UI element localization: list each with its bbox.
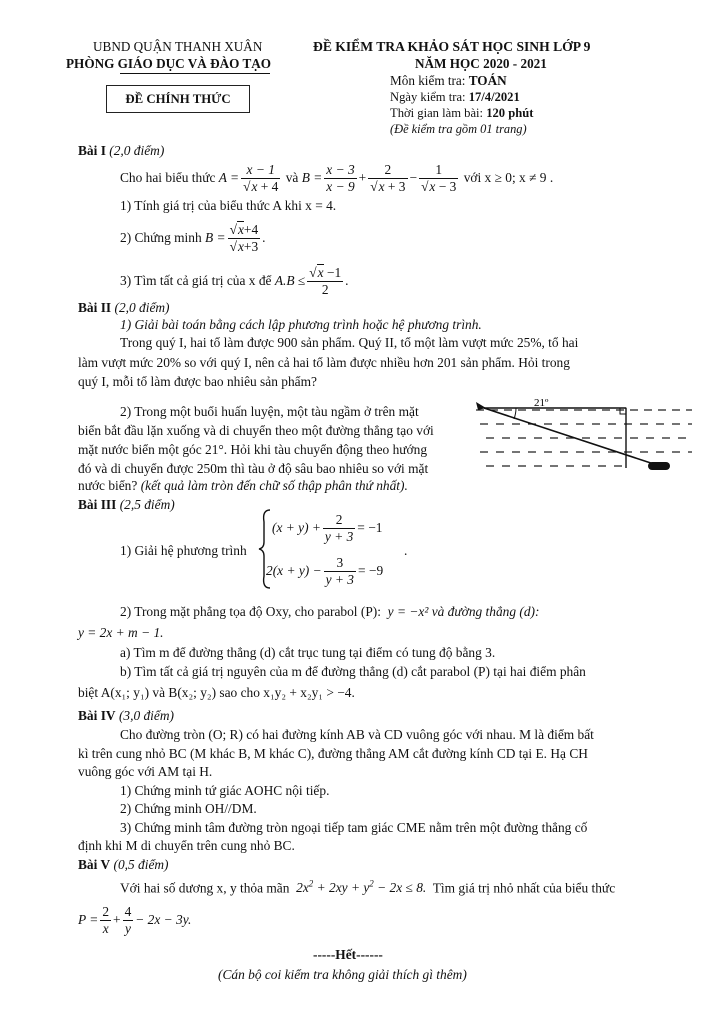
bai2-p2-l2: biển bắt đầu lặn xuống và di chuyển theo một đường thẳng tạo với bbox=[78, 423, 434, 438]
bai4-q3-l2: định khi M di chuyển trên cung nhỏ BC. bbox=[78, 838, 295, 853]
right-angle-mark bbox=[620, 408, 626, 414]
dive-path bbox=[484, 408, 666, 468]
bai2-p2-l3: mặt nước biển một góc 21°. Hỏi khi tàu chuyển động theo hướng bbox=[78, 442, 428, 457]
time-value: 120 phút bbox=[486, 106, 534, 120]
sea-waves bbox=[476, 410, 692, 466]
bai4-l2: kì trên cung nhỏ BC (M khác B, M khác C), đường thẳng AM cắt đường kính CD tại E. Hạ CH bbox=[78, 746, 588, 761]
bai3-points: (2,5 điểm) bbox=[119, 497, 175, 512]
bai3-line-eq: y = 2x + m − 1. bbox=[78, 625, 164, 640]
header-underline bbox=[120, 73, 270, 74]
bai1-expressions: Cho hai biểu thức A = $\frac{x - 1}{√x + 4}$ và B = $\frac{x - 3}{x - 9}$ + $\frac{2}{√x + 3}$ − $\frac{1}{√x - 3}$ với x ≥ 0; x ≠ 9 . bbox=[120, 162, 554, 194]
frac-b3: $\frac{1}{√x - 3}$ bbox=[421, 162, 457, 194]
angle-arc bbox=[514, 408, 516, 419]
bai3-heading bbox=[78, 497, 175, 512]
bai4-q3-l1: 3) Chứng minh tâm đường tròn ngoại tiếp tam giác CME nằm trên một đường thẳng cố bbox=[120, 820, 588, 835]
bai5-expression: P = $\frac{2}{x}$ + $\frac{4}{y}$ − 2x − 3y. bbox=[78, 904, 192, 936]
bai2-p1-l2: làm vượt mức 20% so với quý I, nên cả hai tổ làm được nhiều hơn 201 sản phẩm. Hỏi trong bbox=[78, 355, 570, 370]
subject-value: TOÁN bbox=[468, 73, 507, 88]
school-year: NĂM HỌC 2020 - 2021 bbox=[415, 56, 547, 71]
bai1-q2-text: 2) Chứng minh bbox=[120, 230, 202, 246]
bai1-intro: Cho hai biểu thức bbox=[120, 170, 216, 186]
frac-b2: $\frac{2}{√x + 3}$ bbox=[370, 162, 406, 194]
bai3-qb-l2: biệt A(x₁; y₁) và B(x₂; y₂) sao cho x₁y₂ + x₂y₁ > −4. bbox=[78, 685, 355, 700]
bai2-p2-l1: 2) Trong một buổi huấn luyện, một tàu ngầm ở trên mặt bbox=[120, 404, 419, 419]
bai4-q2: 2) Chứng minh OH//DM. bbox=[120, 801, 257, 816]
bai2-p1-l3: quý I, mỗi tổ làm được bao nhiêu sản phẩm? bbox=[78, 374, 317, 389]
official-label: ĐỀ CHÍNH THỨC bbox=[125, 92, 231, 106]
bai3-qb-l1: b) Tìm tất cả giá trị nguyên của m để đường thẳng (d) cắt parabol (P) tại hai điểm phân bbox=[120, 664, 586, 679]
bai2-p2-note: (kết quả làm tròn đến chữ số thập phân thứ nhất). bbox=[140, 478, 408, 493]
end-marker: -----Hết------ bbox=[313, 947, 383, 962]
bai5-points: (0,5 điểm) bbox=[113, 857, 169, 872]
bai3-qa: a) Tìm m để đường thẳng (d) cắt trục tung tại điểm có tung độ bằng 3. bbox=[120, 645, 496, 660]
bai1-q2: 2) Chứng minh B = $\frac{√x+4}{√x+3}$ . bbox=[120, 222, 266, 254]
bai1-points: (2,0 điểm) bbox=[109, 143, 165, 158]
system-end-dot: . bbox=[404, 543, 408, 558]
bai4-title: Bài IV bbox=[78, 708, 116, 723]
bai4-q1: 1) Chứng minh tứ giác AOHC nội tiếp. bbox=[120, 783, 330, 798]
angle-label: 21º bbox=[534, 398, 549, 409]
bai3-title: Bài III bbox=[78, 497, 117, 512]
bai2-p2-l4: đó và di chuyển được 250m thì tàu ở độ sâu bao nhiêu so với mặt bbox=[78, 461, 429, 476]
bai4-points: (3,0 điểm) bbox=[118, 708, 174, 723]
bai5-constraint: $2x^2 + 2xy + y^2 - 2x \le 8$. bbox=[296, 879, 427, 896]
footer-note: (Cán bộ coi kiểm tra không giải thích gì thêm) bbox=[218, 967, 467, 982]
pages-note: (Đề kiểm tra gồm 01 trang) bbox=[390, 122, 527, 136]
time-line bbox=[390, 106, 533, 120]
subject-line bbox=[390, 73, 507, 88]
bai3-q2-l1 bbox=[120, 604, 539, 619]
bai3-q2-text: 2) Trong mặt phẳng tọa độ Oxy, cho parabol (P): bbox=[120, 604, 381, 619]
bai1-q3: 3) Tìm tất cả giá trị của x để A.B ≤ $\frac{√x -1}{2}$ . bbox=[120, 265, 349, 297]
bai1-condition: với x ≥ 0; x ≠ 9 . bbox=[463, 170, 554, 186]
bai2-title: Bài II bbox=[78, 300, 112, 315]
bai2-points: (2,0 điểm) bbox=[114, 300, 170, 315]
bai5-title: Bài V bbox=[78, 857, 111, 872]
system-eq2: 2(x + y) − $\frac{3}{y + 3}$ = −9 bbox=[266, 555, 384, 587]
bai5-text-b: Tìm giá trị nhỏ nhất của biểu thức bbox=[432, 880, 616, 896]
date-label: Ngày kiểm tra: bbox=[390, 90, 466, 104]
submarine-diagram bbox=[476, 398, 692, 480]
frac-b1: $\frac{x - 3}{x - 9}$ bbox=[326, 162, 355, 194]
bai4-heading bbox=[78, 708, 174, 723]
bai5-text-a: Với hai số dương x, y thỏa mãn bbox=[120, 880, 290, 896]
district-name: UBND QUẬN THANH XUÂN bbox=[93, 39, 263, 54]
bai1-heading bbox=[78, 143, 164, 158]
time-label: Thời gian làm bài: bbox=[390, 106, 484, 120]
system-eq1: (x + y) + $\frac{2}{y + 3}$ = −1 bbox=[272, 512, 383, 544]
bai1-q3-text: 3) Tìm tất cả giá trị của x để bbox=[120, 273, 272, 289]
frac-q2: $\frac{√x+4}{√x+3}$ bbox=[229, 222, 259, 254]
bai1-title: Bài I bbox=[78, 143, 106, 158]
expr-b: B = bbox=[301, 170, 323, 186]
frac-a: $\frac{x - 1}{√x + 4}$ bbox=[243, 162, 279, 194]
bai2-p2-question: nước biển? bbox=[78, 478, 138, 493]
date-value: 17/4/2021 bbox=[468, 90, 520, 104]
bai2-p1-head: 1) Giải bài toán bằng cách lập phương trình hoặc hệ phương trình. bbox=[120, 317, 482, 332]
department-name: PHÒNG GIÁO DỤC VÀ ĐÀO TẠO bbox=[66, 56, 272, 71]
date-line bbox=[390, 90, 520, 104]
bai2-heading bbox=[78, 300, 170, 315]
bai2-p1-l1: Trong quý I, hai tổ làm được 900 sản phẩm. Quý II, tổ một làm vượt mức 25%, tổ hai bbox=[120, 335, 579, 350]
bai5-l1 bbox=[120, 879, 615, 896]
bai5-heading bbox=[78, 857, 169, 872]
submarine-icon bbox=[648, 462, 670, 470]
official-box bbox=[106, 85, 250, 113]
expr-a: A = bbox=[218, 170, 240, 186]
bai4-l1: Cho đường tròn (O; R) có hai đường kính AB và CD vuông góc với nhau. M là điểm bất bbox=[120, 727, 594, 742]
bai1-q1: 1) Tính giá trị của biểu thức A khi x = 4. bbox=[120, 198, 337, 213]
bai3-q1: 1) Giải hệ phương trình bbox=[120, 543, 247, 558]
exam-title: ĐỀ KIỂM TRA KHẢO SÁT HỌC SINH LỚP 9 bbox=[313, 39, 591, 54]
bai4-l3: vuông góc với AM tại H. bbox=[78, 764, 213, 779]
bai3-parabola: y = −x² và đường thẳng (d): bbox=[387, 604, 540, 619]
frac-q3: $\frac{√x -1}{2}$ bbox=[309, 265, 342, 297]
subject-label: Môn kiểm tra: bbox=[390, 73, 466, 88]
bai2-p2-l5 bbox=[78, 478, 408, 493]
bai1-and: và bbox=[285, 170, 299, 186]
